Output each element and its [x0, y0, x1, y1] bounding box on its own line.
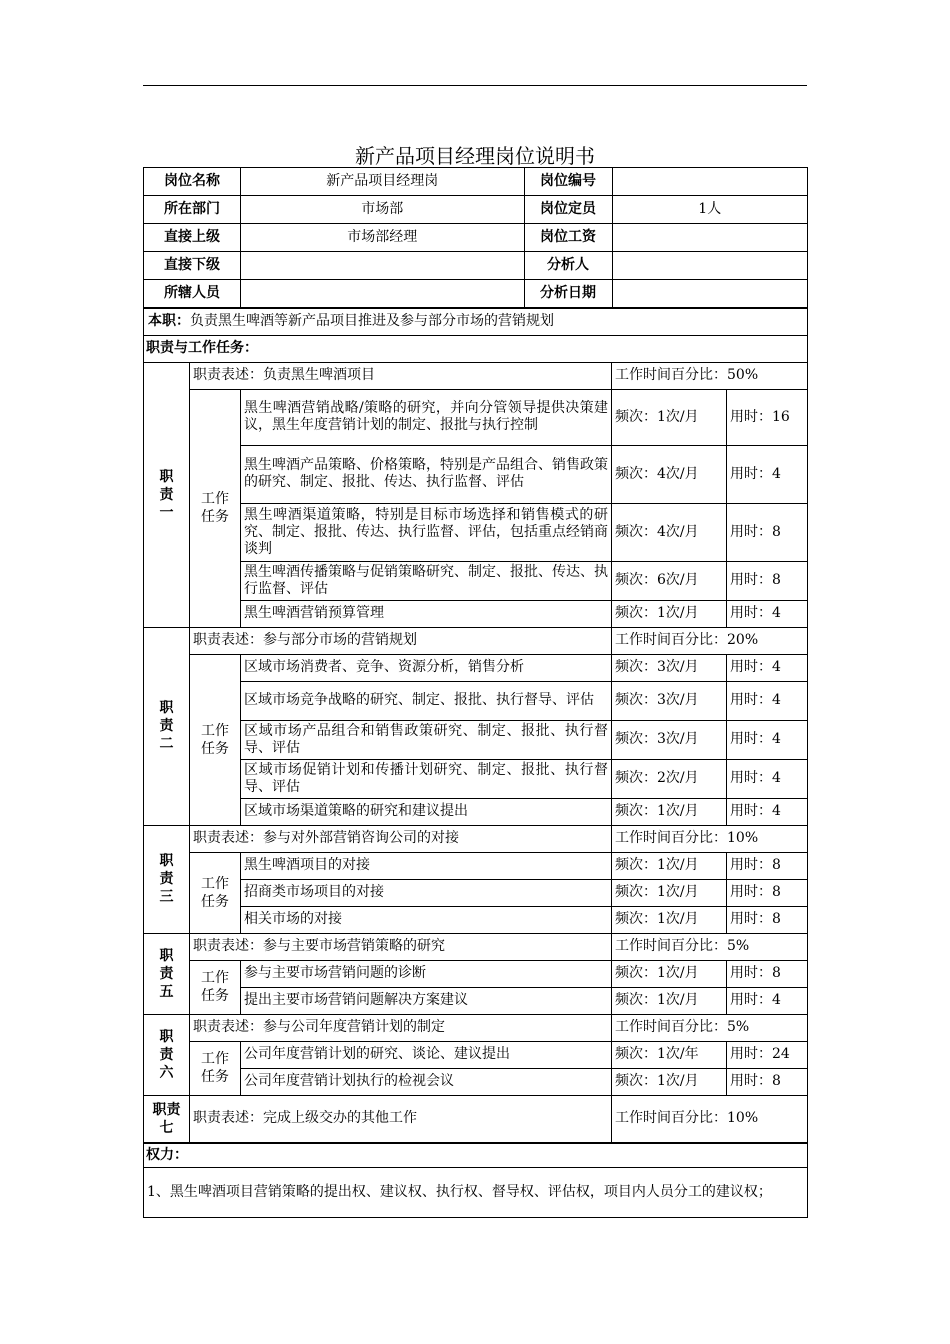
duty-2-task-1-hours: 用时：4	[727, 654, 808, 681]
duty-6-label: 职 责 六	[144, 1014, 190, 1095]
header-rule	[143, 85, 807, 86]
duty-1-task-3: 黑生啤酒渠道策略，特别是目标市场选择和销售模式的研究、制定、报批、传达、执行监督、评估，包括重点经销商谈判	[241, 503, 612, 561]
duty-2-task-2-hours: 用时：4	[727, 681, 808, 720]
value-position-code	[612, 168, 807, 195]
duty-5-task-label: 工作 任务	[190, 960, 241, 1014]
duty-2-task-1: 区域市场消费者、竞争、资源分析，销售分析	[241, 654, 612, 681]
duty-2-label: 职 责 二	[144, 627, 190, 825]
duty-2-task-3-hours: 用时：4	[727, 720, 808, 759]
duty-3-task-1-hours: 用时：8	[727, 852, 808, 879]
value-direct-subordinate	[241, 252, 524, 279]
value-position-name: 新产品项目经理岗	[241, 168, 524, 195]
duty-1-task-label: 工作 任务	[190, 389, 241, 627]
duty-3-task-2: 招商类市场项目的对接	[241, 879, 612, 906]
duty-1-pct: 工作时间百分比：50%	[612, 362, 808, 389]
duty-2-task-4-freq: 频次：2次/月	[612, 759, 727, 798]
label-staff: 所辖人员	[144, 280, 241, 309]
duty-5-task-1: 参与主要市场营销问题的诊断	[241, 960, 612, 987]
duty-5-task-2-freq: 频次：1次/月	[612, 987, 727, 1014]
duty-1-task-3-freq: 频次：4次/月	[612, 503, 727, 561]
duty-1-task-1-freq: 频次：1次/月	[612, 389, 727, 445]
label-department: 所在部门	[144, 196, 241, 224]
duty-1-desc: 职责表述：负责黑生啤酒项目	[190, 362, 612, 389]
label-headcount: 岗位定员	[524, 196, 612, 223]
duty-2-desc: 职责表述：参与部分市场的营销规划	[190, 627, 612, 654]
duty-1-task-5-hours: 用时：4	[727, 600, 808, 627]
duty-2-task-5-hours: 用时：4	[727, 798, 808, 825]
duty-2-pct: 工作时间百分比：20%	[612, 627, 808, 654]
duty-6-task-2: 公司年度营销计划执行的检视会议	[241, 1068, 612, 1095]
duty-2-task-2-freq: 频次：3次/月	[612, 681, 727, 720]
duty-6-pct: 工作时间百分比：5%	[612, 1014, 808, 1041]
value-direct-superior: 市场部经理	[241, 224, 524, 251]
primary-duty-text: 负责黑生啤酒等新产品项目推进及参与部分市场的营销规划	[190, 313, 554, 330]
duty-3-task-3-hours: 用时：8	[727, 906, 808, 933]
duty-3-task-2-freq: 频次：1次/月	[612, 879, 727, 906]
duty-5-task-2-hours: 用时：4	[727, 987, 808, 1014]
duty-3-pct: 工作时间百分比：10%	[612, 825, 808, 852]
label-position-code: 岗位编号	[524, 168, 612, 195]
duty-3-task-2-hours: 用时：8	[727, 879, 808, 906]
duty-3-task-1: 黑生啤酒项目的对接	[241, 852, 612, 879]
duties-header: 职责与工作任务：	[144, 335, 808, 362]
duty-1-task-4-hours: 用时：8	[727, 561, 808, 600]
duty-3-label: 职 责 三	[144, 825, 190, 933]
primary-duty	[144, 308, 808, 335]
value-headcount: 1人	[698, 201, 722, 217]
value-staff	[241, 280, 524, 307]
duty-2-task-5: 区域市场渠道策略的研究和建议提出	[241, 798, 612, 825]
duty-7-desc: 职责表述：完成上级交办的其他工作	[190, 1095, 612, 1143]
duty-3-task-3-freq: 频次：1次/月	[612, 906, 727, 933]
duty-5-label: 职 责 五	[144, 933, 190, 1014]
duty-5-task-1-hours: 用时：8	[727, 960, 808, 987]
duty-5-pct: 工作时间百分比：5%	[612, 933, 808, 960]
label-position-name: 岗位名称	[144, 168, 241, 196]
duty-5-desc: 职责表述：参与主要市场营销策略的研究	[190, 933, 612, 960]
duty-5-task-2: 提出主要市场营销问题解决方案建议	[241, 987, 612, 1014]
value-analysis-date	[612, 280, 807, 307]
duty-2-task-5-freq: 频次：1次/月	[612, 798, 727, 825]
duty-1-task-2-hours: 用时：4	[727, 445, 808, 503]
duty-1-task-5-freq: 频次：1次/月	[612, 600, 727, 627]
primary-duty-label: 本职：	[148, 313, 190, 330]
value-analyst	[612, 252, 807, 279]
duty-3-task-3: 相关市场的对接	[241, 906, 612, 933]
duty-2-task-4: 区域市场促销计划和传播计划研究、制定、报批、执行督导、评估	[241, 759, 612, 798]
duty-6-task-label: 工作 任务	[190, 1041, 241, 1095]
duty-6-task-1-hours: 用时：24	[727, 1041, 808, 1068]
label-direct-subordinate: 直接下级	[144, 252, 241, 280]
duty-1-label: 职 责 一	[144, 362, 190, 627]
duty-2-task-label: 工作 任务	[190, 654, 241, 825]
duty-2-task-2: 区域市场竞争战略的研究、制定、报批、执行督导、评估	[241, 681, 612, 720]
duty-6-task-2-hours: 用时：8	[727, 1068, 808, 1095]
duty-1-task-2-freq: 频次：4次/月	[612, 445, 727, 503]
document-title: 新产品项目经理岗位说明书	[355, 144, 595, 168]
duty-6-task-2-freq: 频次：1次/月	[612, 1068, 727, 1095]
duty-6-desc: 职责表述：参与公司年度营销计划的制定	[190, 1014, 612, 1041]
duty-3-desc: 职责表述：参与对外部营销咨询公司的对接	[190, 825, 612, 852]
label-analyst: 分析人	[524, 252, 612, 279]
authority-text: 1、黑生啤酒项目营销策略的提出权、建议权、执行权、督导权、评估权，项目内人员分工的建议权；	[144, 1167, 808, 1217]
authority-header: 权力：	[144, 1143, 808, 1167]
duty-5-task-1-freq: 频次：1次/月	[612, 960, 727, 987]
duty-1-task-5: 黑生啤酒营销预算管理	[241, 600, 612, 627]
label-analysis-date: 分析日期	[524, 280, 612, 307]
duty-2-task-4-hours: 用时：4	[727, 759, 808, 798]
value-salary	[612, 224, 807, 251]
label-salary: 岗位工资	[524, 224, 612, 251]
duty-3-task-1-freq: 频次：1次/月	[612, 852, 727, 879]
duty-2-task-3: 区域市场产品组合和销售政策研究、制定、报批、执行督导、评估	[241, 720, 612, 759]
label-direct-superior: 直接上级	[144, 224, 241, 252]
duty-1-task-4: 黑生啤酒传播策略与促销策略研究、制定、报批、传达、执行监督、评估	[241, 561, 612, 600]
job-description-table	[143, 167, 808, 1218]
duty-6-task-1: 公司年度营销计划的研究、谈论、建议提出	[241, 1041, 612, 1068]
duty-3-task-label: 工作 任务	[190, 852, 241, 933]
duty-7-label: 职责 七	[144, 1095, 190, 1143]
value-department: 市场部	[241, 196, 524, 223]
duty-1-task-1-hours: 用时：16	[727, 389, 808, 445]
duty-2-task-3-freq: 频次：3次/月	[612, 720, 727, 759]
duty-1-task-4-freq: 频次：6次/月	[612, 561, 727, 600]
duty-1-task-2: 黑生啤酒产品策略、价格策略，特别是产品组合、销售政策的研究、制定、报批、传达、执行监督、评估	[241, 445, 612, 503]
duty-2-task-1-freq: 频次：3次/月	[612, 654, 727, 681]
duty-1-task-3-hours: 用时：8	[727, 503, 808, 561]
duty-6-task-1-freq: 频次：1次/年	[612, 1041, 727, 1068]
duty-1-task-1: 黑生啤酒营销战略/策略的研究，并向分管领导提供决策建议，黑生年度营销计划的制定、报批与执行控制	[241, 389, 612, 445]
duty-7-pct: 工作时间百分比：10%	[612, 1095, 808, 1143]
